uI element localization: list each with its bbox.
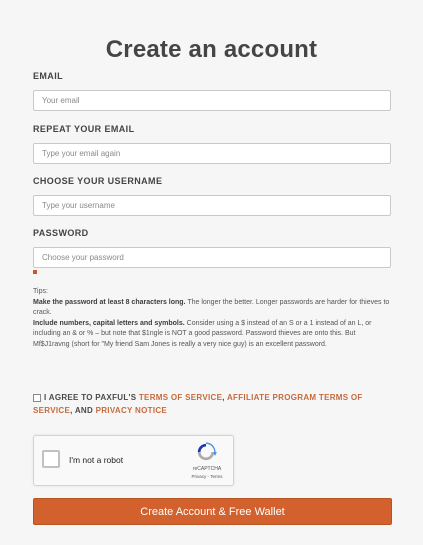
tips-heading: Tips:	[33, 288, 48, 295]
privacy-notice-link[interactable]: PRIVACY NOTICE	[95, 405, 168, 415]
tip-symbols-bold: Include numbers, capital letters and symbols.	[33, 319, 185, 327]
recaptcha-widget	[33, 435, 234, 486]
password-strength-bar	[33, 270, 37, 274]
terms-separator-and: , AND	[70, 405, 96, 415]
recaptcha-links[interactable]: Privacy - Terms	[191, 474, 223, 479]
recaptcha-brand: reCAPTCHA	[192, 466, 222, 472]
terms-prefix: I AGREE TO PAXFUL'S	[44, 393, 139, 402]
password-field[interactable]	[33, 247, 391, 268]
terms-checkbox[interactable]	[33, 394, 41, 402]
repeat-email-label: REPEAT YOUR EMAIL	[33, 124, 135, 134]
repeat-email-field[interactable]	[33, 143, 391, 164]
tip-symbols	[33, 319, 393, 351]
email-field[interactable]	[33, 90, 391, 111]
tip-symbols-text: Consider using a $ instead of an S or a 1 instead of an L, or including an & or % – but note that $1ngle is NOT a good password. Password thieves are onto this. But Mf$J1ravng (short for "My friend Sam Jones is really a very nice guy) is an excellent password.	[33, 319, 372, 348]
terms-of-service-link[interactable]: TERMS OF SERVICE	[138, 393, 223, 402]
password-label: PASSWORD	[33, 228, 89, 238]
password-tips	[33, 287, 393, 351]
tip-length-text: The longer the better. Longer passwords are harder for thieves to crack.	[33, 298, 390, 317]
email-label: EMAIL	[33, 71, 63, 81]
tip-length	[33, 298, 393, 319]
affiliate-terms-link[interactable]: AFFILIATE PROGRAM TERMS OF SERVICE	[33, 393, 363, 415]
username-label: CHOOSE YOUR USERNAME	[33, 176, 163, 186]
recaptcha-checkbox[interactable]	[42, 450, 60, 468]
tip-length-bold: Make the password at least 8 characters long.	[33, 298, 186, 306]
terms-agreement	[33, 392, 395, 417]
page-title: Create an account	[105, 36, 318, 63]
username-field[interactable]	[33, 195, 391, 216]
recaptcha-label: I'm not a robot	[69, 455, 124, 465]
recaptcha-logo-icon	[195, 442, 217, 462]
create-account-button[interactable]: Create Account & Free Wallet	[33, 498, 392, 525]
terms-separator: ,	[222, 393, 227, 402]
